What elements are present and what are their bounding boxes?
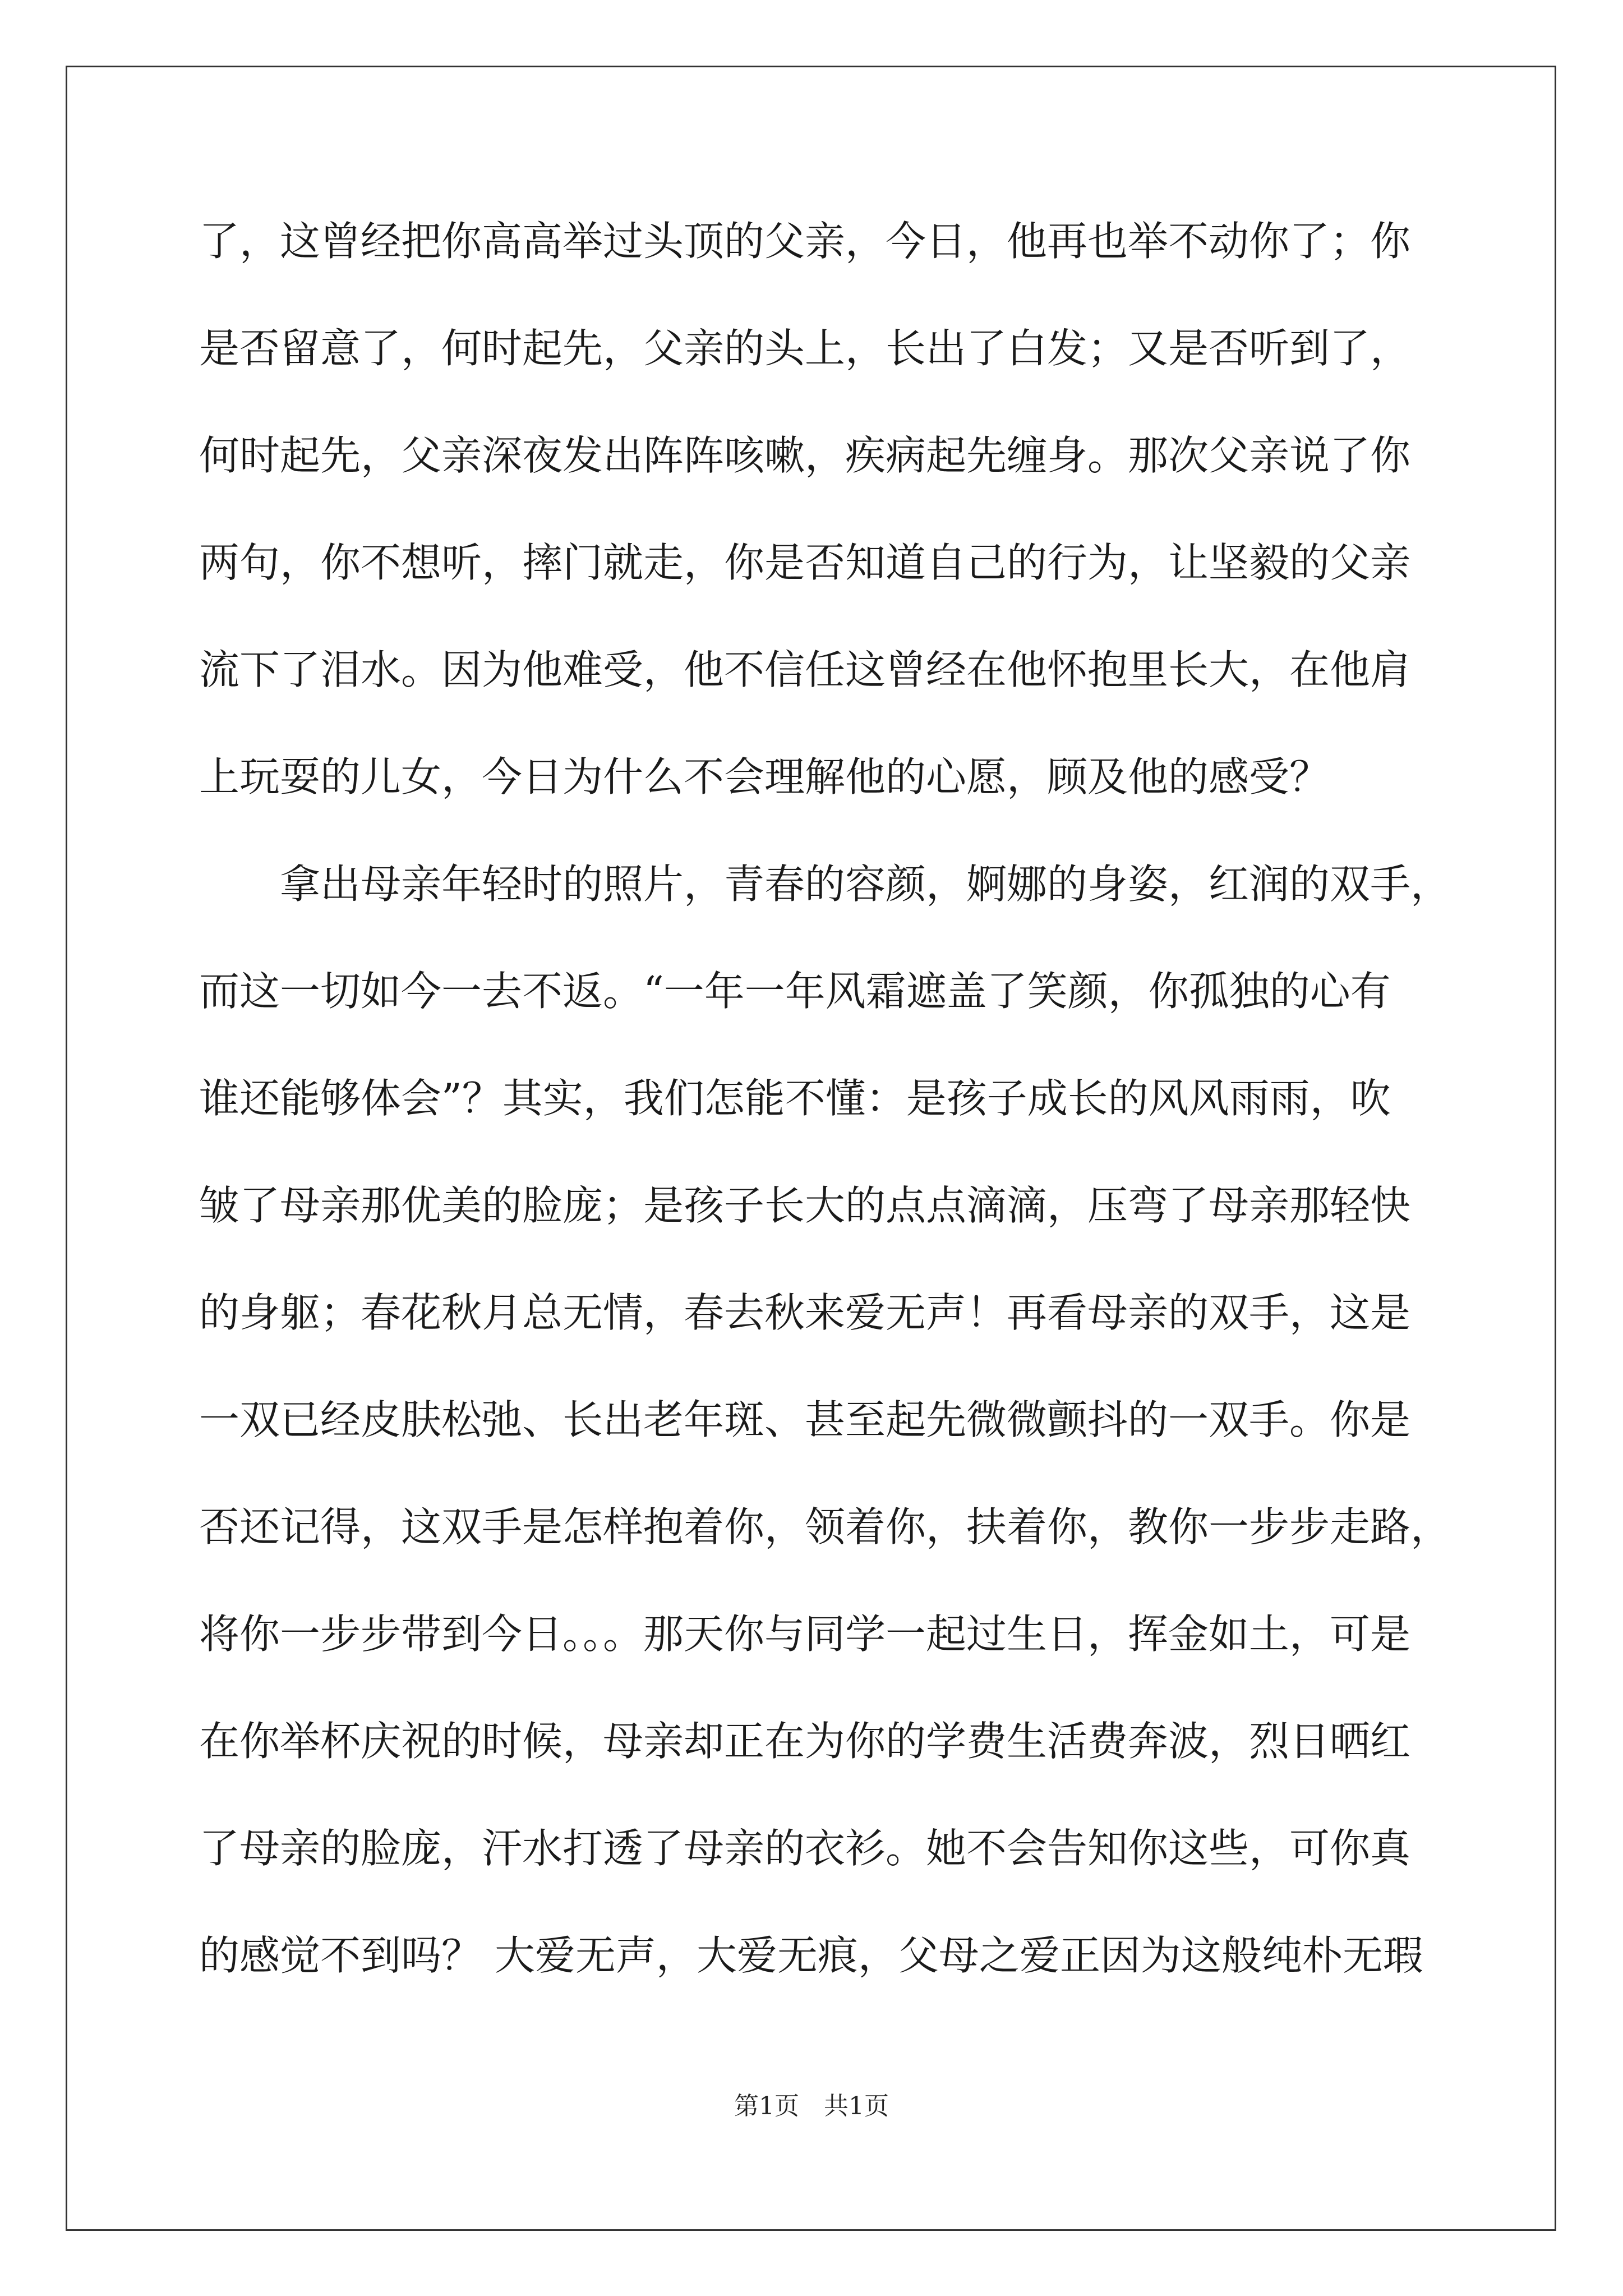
text-line: 流下了泪水。因为他难受，他不信任这曾经在他怀抱里长大，在他肩 <box>199 646 1411 693</box>
text-line: 皱了母亲那优美的脸庞；是孩子长大的点点滴滴，压弯了母亲那轻快 <box>199 1182 1411 1229</box>
text-line: 何时起先，父亲深夜发出阵阵咳嗽，疾病起先缠身。那次父亲说了你 <box>199 432 1411 479</box>
text-line: 的感觉不到吗？ 大爱无声，大爱无痕，父母之爱正因为这般纯朴无瑕 <box>199 1932 1423 1979</box>
text-line: 了母亲的脸庞，汗水打透了母亲的衣衫。她不会告知你这些，可你真 <box>199 1825 1411 1872</box>
text-line: 在你举杯庆祝的时候，母亲却正在为你的学费生活费奔波，烈日晒红 <box>199 1718 1411 1765</box>
text-line: 是否留意了，何时起先，父亲的头上，长出了白发；又是否听到了， <box>199 325 1411 372</box>
text-line: 谁还能够体会”？其实，我们怎能不懂：是孩子成长的风风雨雨，吹 <box>199 1075 1391 1122</box>
text-line: 一双已经皮肤松弛、长出老年斑、甚至起先微微颤抖的一双手。你是 <box>199 1396 1411 1443</box>
text-line: 了，这曾经把你高高举过头顶的父亲，今日，他再也举不动你了；你 <box>199 218 1411 265</box>
text-line: 否还记得，这双手是怎样抱着你，领着你，扶着你，教你一步步走路， <box>199 1503 1451 1550</box>
text-line: 而这一切如今一去不返。“一年一年风霜遮盖了笑颜，你孤独的心有 <box>199 968 1391 1015</box>
text-line: 上玩耍的儿女，今日为什么不会理解他的心愿，顾及他的感受？ <box>199 753 1330 800</box>
text-line: 的身躯；春花秋月总无情，春去秋来爱无声！再看母亲的双手，这是 <box>199 1289 1411 1336</box>
page-number-footer: 第1页 共1页 <box>734 2092 889 2120</box>
text-line: 两句，你不想听，摔门就走，你是否知道自己的行为，让坚毅的父亲 <box>199 539 1411 586</box>
text-line: 拿出母亲年轻时的照片，青春的容颜，婀娜的身姿，红润的双手， <box>199 861 1451 908</box>
text-line: 将你一步步带到今日。。。那天你与同学一起过生日，挥金如土，可是 <box>199 1611 1411 1658</box>
document-body <box>199 213 1481 2035</box>
